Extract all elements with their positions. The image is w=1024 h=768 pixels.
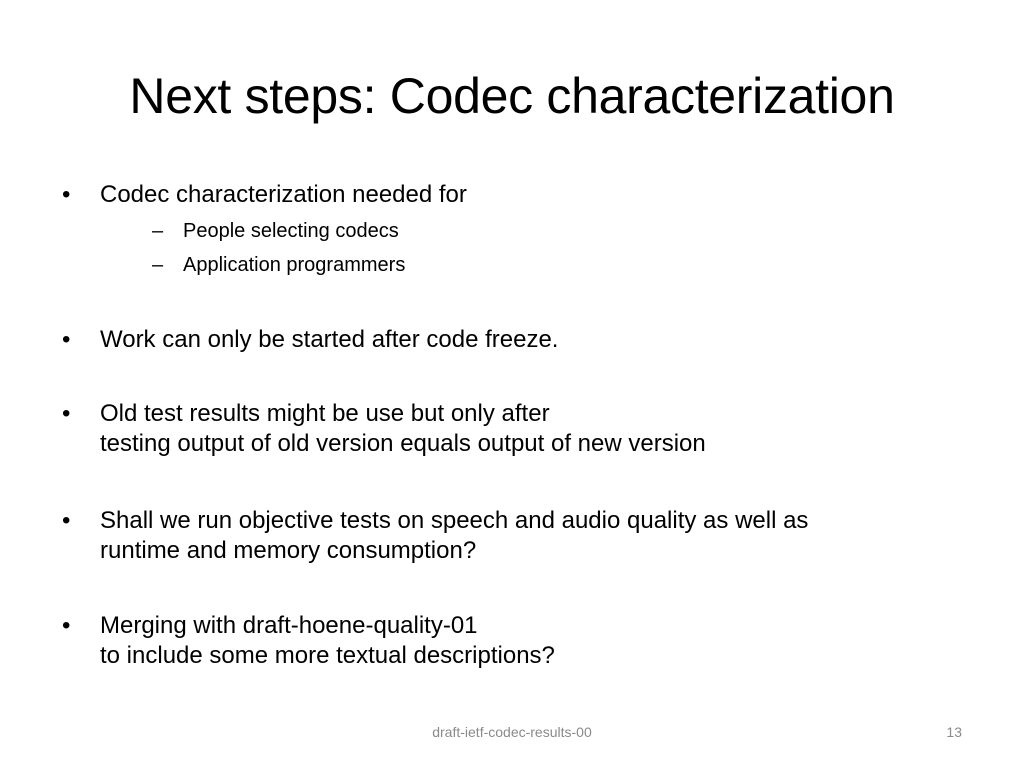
sub-item — [100, 214, 467, 248]
bullet-item — [62, 506, 808, 566]
sub-item-text: Application programmers — [183, 254, 406, 276]
bullet-text: runtime and memory consumption? — [100, 537, 477, 564]
bullet-text: Old test results might be use but only after — [100, 400, 550, 427]
dash-icon: – — [152, 254, 164, 276]
sub-list — [100, 214, 467, 282]
sub-item-text: People selecting codecs — [183, 220, 399, 242]
bullet-item — [62, 180, 467, 282]
bullet-item — [62, 325, 558, 355]
footer-text: draft-ietf-codec-results-00 — [432, 724, 592, 740]
bullet-dot-icon: • — [62, 181, 71, 208]
bullet-dot-icon: • — [62, 400, 71, 427]
bullet-item — [62, 611, 555, 671]
dash-icon: – — [152, 220, 164, 242]
bullet-dot-icon: • — [62, 612, 71, 639]
bullet-item — [62, 399, 706, 459]
bullet-dot-icon: • — [62, 507, 71, 534]
bullet-text: Codec characterization needed for — [100, 181, 467, 208]
page-number: 13 — [946, 724, 962, 740]
slide-title: Next steps: Codec characterization — [129, 68, 895, 124]
bullet-text: to include some more textual descriptions? — [100, 642, 555, 669]
bullet-text: Work can only be started after code freeze. — [100, 326, 559, 353]
sub-item — [100, 248, 467, 282]
bullet-dot-icon: • — [62, 326, 71, 353]
bullet-text: testing output of old version equals output of new version — [100, 430, 706, 457]
bullet-text: Shall we run objective tests on speech and audio quality as well as — [100, 507, 809, 534]
bullet-text: Merging with draft-hoene-quality-01 — [100, 612, 478, 639]
